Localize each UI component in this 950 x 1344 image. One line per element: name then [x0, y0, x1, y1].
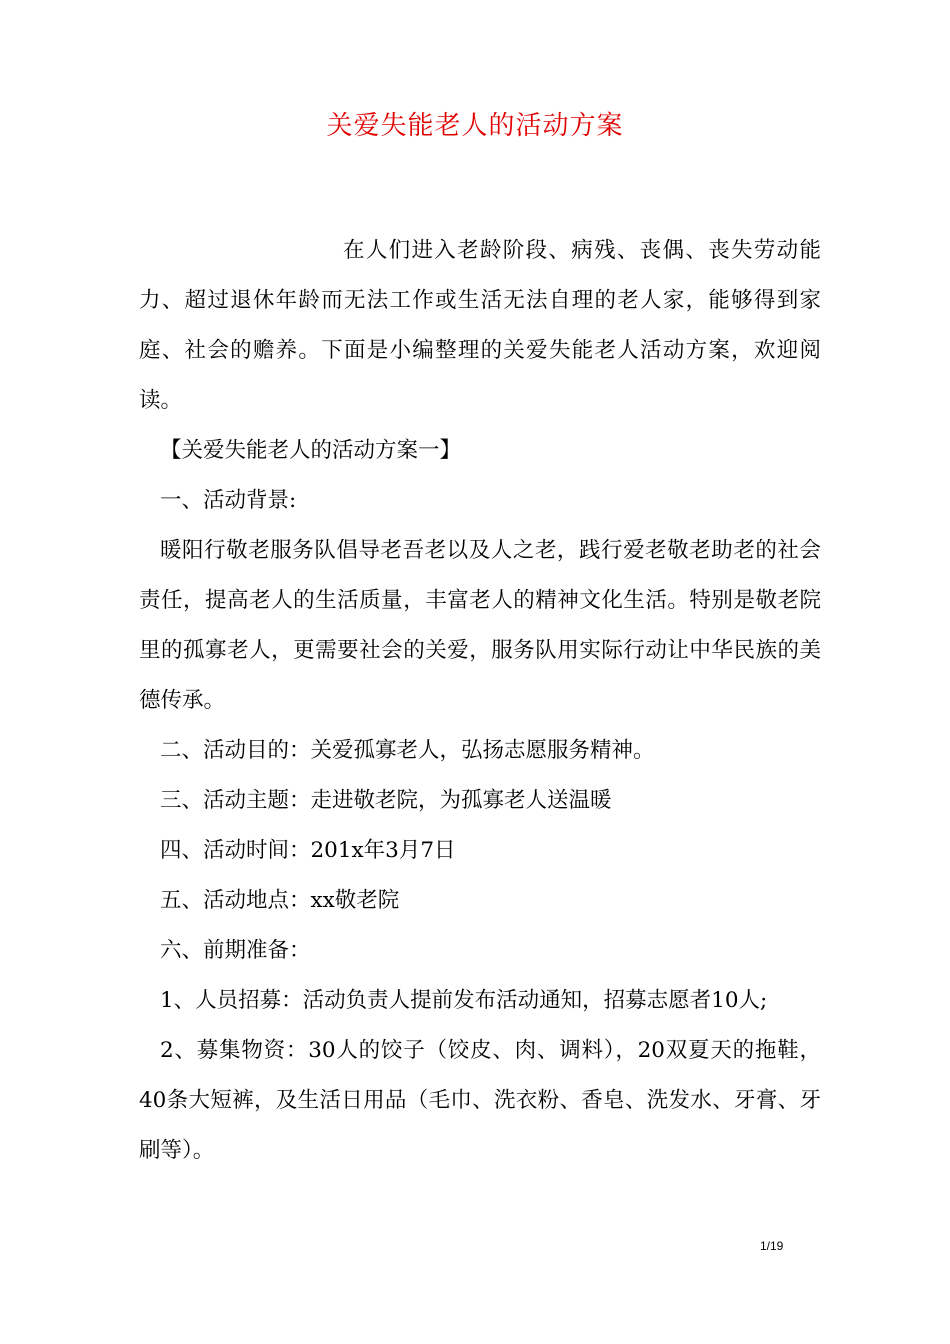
document-title: 关爱失能老人的活动方案 — [326, 111, 624, 141]
activity-purpose: 二、活动目的：关爱孤寡老人，弘扬志愿服务精神。 — [160, 738, 655, 763]
background-paragraph: 暖阳行敬老服务队倡导老吾老以及人之老，践行爱老敬老助老的社会责任，提高老人的生活质量，丰富老人的精神文化生活。特别是敬老院里的孤寡老人，更需要社会的关爱，服务队用实际行动让中华民族的美德传承。 — [139, 538, 821, 713]
activity-location: 五、活动地点：xx敬老院 — [160, 888, 400, 913]
heading-preparation: 六、前期准备： — [160, 938, 311, 963]
activity-time: 四、活动时间：201x年3月7日 — [160, 838, 456, 863]
document-body — [139, 226, 821, 1176]
heading-background: 一、活动背景: — [160, 488, 297, 513]
intro-paragraph: 在人们进入老龄阶段、病残、丧偶、丧失劳动能力、超过退休年龄而无法工作或生活无法自理的老人家，能够得到家庭、社会的赡养。下面是小编整理的关爱失能老人活动方案，欢迎阅读。 — [139, 238, 821, 413]
preparation-item-staff: 1、人员招募：活动负责人提前发布活动通知，招募志愿者10人; — [160, 988, 768, 1013]
preparation-item-supplies: 2、募集物资：30人的饺子（饺皮、肉、调料），20双夏天的拖鞋，40条大短裤，及生活日用品（毛巾、洗衣粉、香皂、洗发水、牙膏、牙刷等）。 — [139, 1038, 821, 1163]
section-heading-plan-one: 【关爱失能老人的活动方案一】 — [160, 438, 462, 463]
activity-theme: 三、活动主题：走进敬老院，为孤寡老人送温暖 — [160, 788, 612, 813]
page-number: 1/19 — [760, 1239, 784, 1253]
